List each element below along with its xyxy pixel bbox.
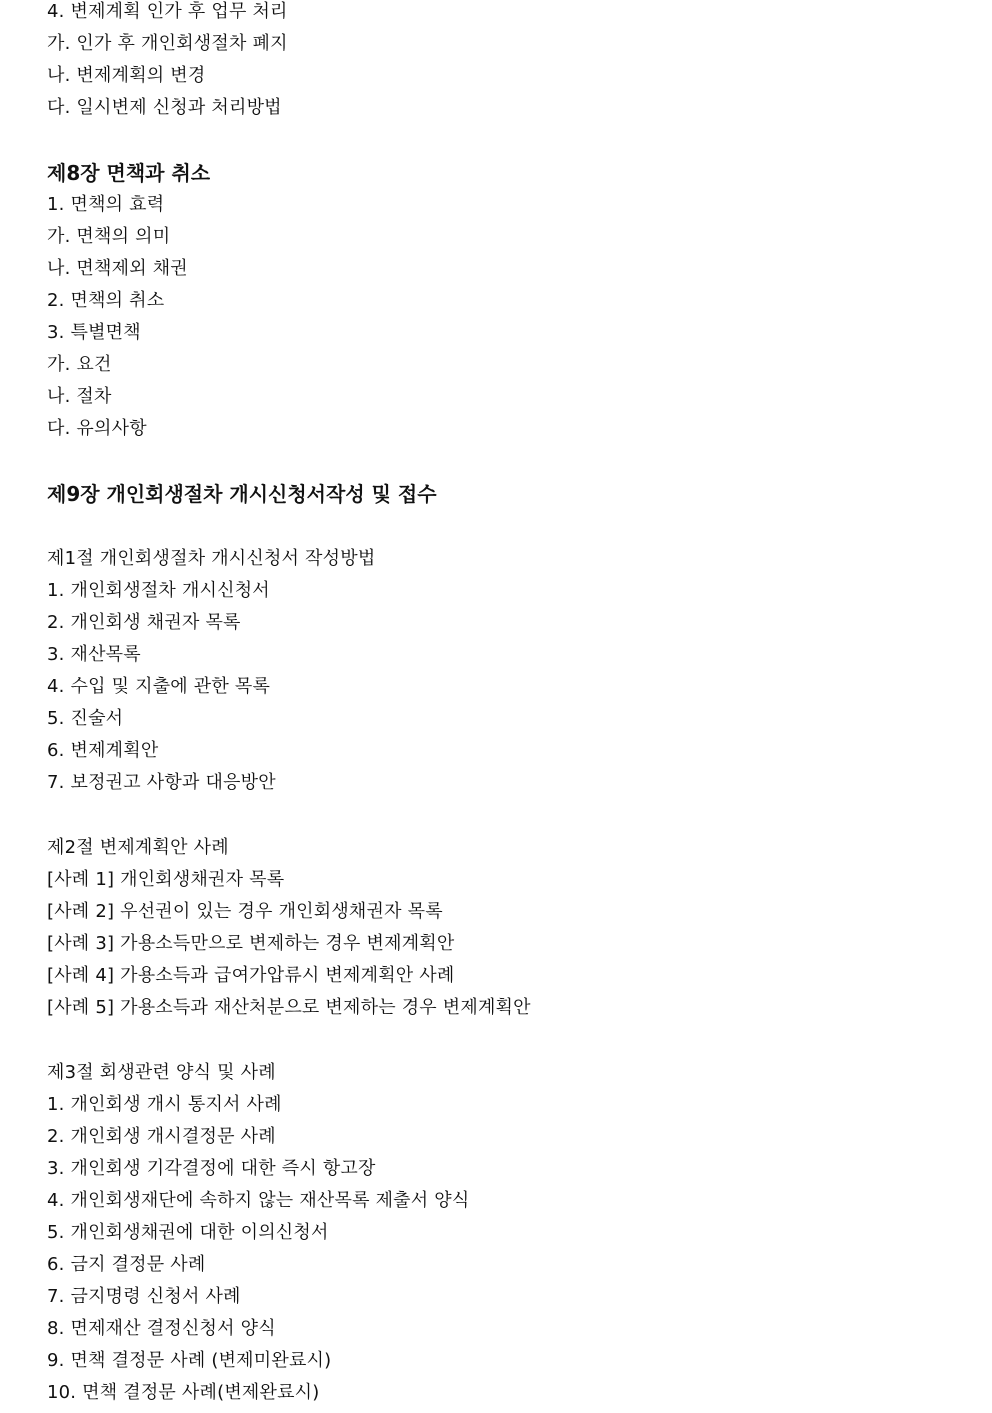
spacer [47, 449, 967, 482]
toc-line: 1. 개인회생절차 개시신청서 [47, 580, 270, 601]
section-block-continued [47, 0, 967, 128]
toc-line: [사례 3] 가용소득만으로 변제하는 경우 변제계획안 [47, 933, 455, 954]
toc-line: 2. 개인회생 개시결정문 사례 [47, 1126, 276, 1147]
section-title: 제1절 개인회생절차 개시신청서 작성방법 [47, 548, 376, 569]
toc-line: [사례 2] 우선권이 있는 경우 개인회생채권자 목록 [47, 901, 443, 922]
spacer [47, 803, 967, 836]
toc-line: 나. 변제계획의 변경 [47, 65, 206, 86]
toc-line: [사례 4] 가용소득과 급여가압류시 변제계획안 사례 [47, 965, 455, 986]
toc-line: [사례 1] 개인회생채권자 목록 [47, 869, 285, 890]
section-2 [47, 836, 967, 1028]
toc-line: 다. 일시변제 신청과 처리방법 [47, 97, 282, 118]
toc-line: 가. 요건 [47, 354, 112, 375]
toc-line: 3. 개인회생 기각결정에 대한 즉시 항고장 [47, 1158, 376, 1179]
toc-line: 9. 면책 결정문 사례 (변제미완료시) [47, 1350, 332, 1371]
section-1 [47, 547, 967, 803]
toc-line: 6. 금지 결정문 사례 [47, 1254, 206, 1275]
toc-line: 가. 인가 후 개인회생절차 폐지 [47, 33, 288, 54]
spacer [47, 1028, 967, 1061]
toc-line: [사례 5] 가용소득과 재산처분으로 변제하는 경우 변제계획안 [47, 997, 531, 1018]
section-title: 제3절 회생관련 양식 및 사례 [47, 1062, 276, 1083]
toc-line: 3. 특별면책 [47, 322, 141, 343]
chapter-8 [47, 161, 967, 449]
chapter-title: 제9장 개인회생절차 개시신청서작성 및 접수 [47, 482, 437, 506]
toc-line: 7. 금지명령 신청서 사례 [47, 1286, 241, 1307]
toc-line: 2. 개인회생 채권자 목록 [47, 612, 241, 633]
toc-line: 다. 유의사항 [47, 418, 147, 439]
document-page [47, 0, 967, 1413]
toc-line: 4. 개인회생재단에 속하지 않는 재산목록 제출서 양식 [47, 1190, 470, 1211]
toc-line: 2. 면책의 취소 [47, 290, 165, 311]
toc-line: 8. 면제재산 결정신청서 양식 [47, 1318, 276, 1339]
spacer [47, 514, 967, 547]
toc-line: 가. 면책의 의미 [47, 226, 171, 247]
toc-line: 3. 재산목록 [47, 644, 141, 665]
chapter-title: 제8장 면책과 취소 [47, 161, 211, 185]
section-3 [47, 1061, 967, 1413]
chapter-9 [47, 482, 967, 1413]
toc-line: 4. 수입 및 지출에 관한 목록 [47, 676, 271, 697]
toc-line: 5. 개인회생채권에 대한 이의신청서 [47, 1222, 329, 1243]
toc-line: 4. 변제계획 인가 후 업무 처리 [47, 1, 288, 22]
toc-line: 나. 절차 [47, 386, 112, 407]
toc-line: 5. 진술서 [47, 708, 124, 729]
spacer [47, 128, 967, 161]
section-title: 제2절 변제계획안 사례 [47, 837, 229, 858]
toc-line: 6. 변제계획안 [47, 740, 159, 761]
toc-line: 7. 보정권고 사항과 대응방안 [47, 772, 276, 793]
toc-line: 1. 면책의 효력 [47, 194, 165, 215]
toc-line: 나. 면책제외 채권 [47, 258, 188, 279]
toc-line: 1. 개인회생 개시 통지서 사례 [47, 1094, 282, 1115]
toc-line: 10. 면책 결정문 사례(변제완료시) [47, 1382, 320, 1403]
